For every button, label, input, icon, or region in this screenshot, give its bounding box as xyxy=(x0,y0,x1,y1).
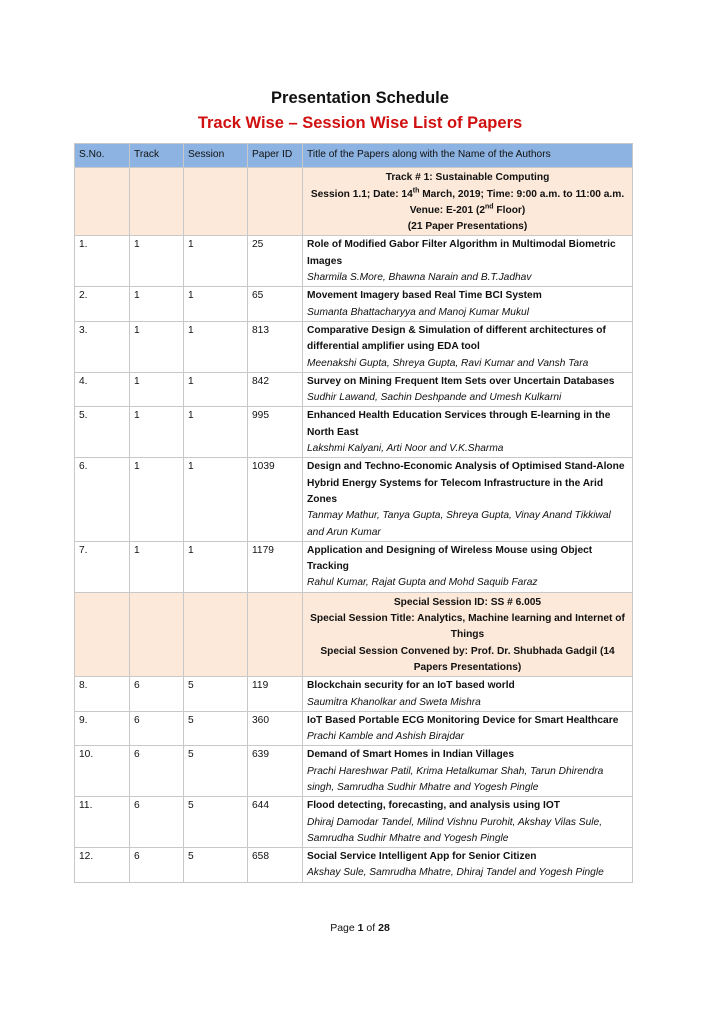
table-row xyxy=(75,677,633,712)
paper-title: Demand of Smart Homes in Indian Villages xyxy=(307,749,515,761)
cell-session: 1 xyxy=(184,372,248,407)
cell-session: 1 xyxy=(184,321,248,372)
cell-paper-id: 995 xyxy=(248,407,303,458)
cell-session: 1 xyxy=(184,236,248,287)
schedule-table xyxy=(74,143,633,883)
paper-authors: Prachi Hareshwar Patil, Krima Hetalkumar Shah, Tarun Dhirendra singh, Samrudha Sudhir Mhatre and Yogesh Pingle xyxy=(307,765,604,793)
cell-sno: 4. xyxy=(75,372,130,407)
cell-sno: 12. xyxy=(75,848,130,883)
cell-sno: 8. xyxy=(75,677,130,712)
section-info xyxy=(303,168,633,236)
table-row xyxy=(75,321,633,372)
cell-paper-info xyxy=(303,677,633,712)
page-total: 28 xyxy=(378,922,390,934)
col-header-sno: S.No. xyxy=(75,144,130,168)
cell-track: 1 xyxy=(130,407,184,458)
paper-title: Flood detecting, forecasting, and analysis using IOT xyxy=(307,800,561,812)
cell-track: 1 xyxy=(130,372,184,407)
cell-track: 6 xyxy=(130,797,184,848)
cell-paper-info xyxy=(303,848,633,883)
col-header-title: Title of the Papers along with the Name of the Authors xyxy=(303,144,633,168)
table-row xyxy=(75,236,633,287)
paper-authors: Sumanta Bhattacharyya and Manoj Kumar Mukul xyxy=(307,306,529,318)
page-title: Presentation Schedule xyxy=(271,89,449,107)
table-row xyxy=(75,848,633,883)
page-number: 1 xyxy=(357,922,364,934)
cell-session: 5 xyxy=(184,848,248,883)
cell-session: 5 xyxy=(184,797,248,848)
paper-title: Application and Designing of Wireless Mouse using Object Tracking xyxy=(307,544,593,573)
cell-track: 6 xyxy=(130,711,184,746)
paper-title: Social Service Intelligent App for Senior Citizen xyxy=(307,851,537,863)
cell-paper-info xyxy=(303,287,633,322)
cell-sno: 10. xyxy=(75,746,130,797)
cell-sno: 6. xyxy=(75,458,130,541)
cell-track: 1 xyxy=(130,458,184,541)
section-presentation-count: (21 Paper Presentations) xyxy=(407,221,528,233)
cell-paper-info xyxy=(303,458,633,541)
section-row-track1 xyxy=(75,168,633,236)
table-row xyxy=(75,372,633,407)
cell-paper-info xyxy=(303,541,633,592)
paper-title: Movement Imagery based Real Time BCI System xyxy=(307,290,542,302)
paper-authors: Akshay Sule, Samrudha Mhatre, Dhiraj Tandel and Yogesh Pingle xyxy=(307,867,604,879)
cell-session: 1 xyxy=(184,458,248,541)
cell-session: 5 xyxy=(184,746,248,797)
cell-paper-info xyxy=(303,746,633,797)
cell-paper-id: 25 xyxy=(248,236,303,287)
cell-paper-id: 360 xyxy=(248,711,303,746)
cell-paper-info xyxy=(303,321,633,372)
cell-track: 1 xyxy=(130,321,184,372)
cell-session: 5 xyxy=(184,711,248,746)
page-footer: Page 1 of 28 xyxy=(330,922,390,934)
section-id: Special Session ID: SS # 6.005 xyxy=(393,596,542,608)
table-row xyxy=(75,797,633,848)
paper-title: IoT Based Portable ECG Monitoring Device for Smart Healthcare xyxy=(307,714,619,726)
table-row xyxy=(75,541,633,592)
cell-sno: 2. xyxy=(75,287,130,322)
paper-title: Role of Modified Gabor Filter Algorithm in Multimodal Biometric Images xyxy=(307,239,616,267)
page-subtitle: Track Wise – Session Wise List of Papers xyxy=(197,114,523,132)
col-header-track: Track xyxy=(130,144,184,168)
cell-paper-info xyxy=(303,236,633,287)
table-row xyxy=(75,746,633,797)
paper-authors: Tanmay Mathur, Tanya Gupta, Shreya Gupta, Vinay Anand Tikkiwal and Arun Kumar xyxy=(307,510,611,538)
cell-session: 1 xyxy=(184,541,248,592)
cell-sno: 9. xyxy=(75,711,130,746)
cell-track: 1 xyxy=(130,287,184,322)
section-session-details: Session 1.1; Date: 14th March, 2019; Time: 9:00 a.m. to 11:00 a.m. Venue: E-201 (2nd Floor) xyxy=(310,187,625,216)
cell-session: 1 xyxy=(184,407,248,458)
paper-authors: Rahul Kumar, Rajat Gupta and Mohd Saquib Faraz xyxy=(307,577,538,589)
cell-sno: 7. xyxy=(75,541,130,592)
paper-title: Design and Techno-Economic Analysis of Optimised Stand-Alone Hybrid Energy Systems for Telecom Infrastructure in the Arid Zones xyxy=(307,461,625,505)
section-title: Special Session Title: Analytics, Machine learning and Internet of Things xyxy=(310,613,625,641)
cell-paper-info xyxy=(303,797,633,848)
paper-authors: Saumitra Khanolkar and Sweta Mishra xyxy=(307,696,481,708)
cell-track: 6 xyxy=(130,746,184,797)
cell-paper-id: 842 xyxy=(248,372,303,407)
cell-paper-id: 1179 xyxy=(248,541,303,592)
paper-title: Blockchain security for an IoT based world xyxy=(307,680,515,692)
table-row xyxy=(75,711,633,746)
paper-title: Comparative Design & Simulation of different architectures of differential amplifier using EDA tool xyxy=(307,324,606,353)
section-convener: Special Session Convened by: Prof. Dr. Shubhada Gadgil (14 Papers Presentations) xyxy=(320,645,615,673)
cell-paper-id: 658 xyxy=(248,848,303,883)
cell-paper-info xyxy=(303,711,633,746)
cell-track: 1 xyxy=(130,236,184,287)
paper-authors: Sudhir Lawand, Sachin Deshpande and Umesh Kulkarni xyxy=(307,392,562,404)
cell-track: 6 xyxy=(130,848,184,883)
cell-paper-id: 639 xyxy=(248,746,303,797)
cell-session: 5 xyxy=(184,677,248,712)
paper-authors: Sharmila S.More, Bhawna Narain and B.T.Jadhav xyxy=(307,272,532,284)
section-info xyxy=(303,592,633,676)
table-row xyxy=(75,287,633,322)
col-header-session: Session xyxy=(184,144,248,168)
paper-authors: Dhiraj Damodar Tandel, Milind Vishnu Purohit, Akshay Vilas Sule, Samrudha Sudhir Mhatre and Yogesh Pingle xyxy=(307,816,603,844)
table-row xyxy=(75,458,633,541)
paper-title: Survey on Mining Frequent Item Sets over Uncertain Databases xyxy=(307,375,615,387)
cell-sno: 1. xyxy=(75,236,130,287)
cell-sno: 11. xyxy=(75,797,130,848)
paper-title: Enhanced Health Education Services through E-learning in the North East xyxy=(307,410,611,438)
cell-paper-id: 644 xyxy=(248,797,303,848)
section-row-special-session xyxy=(75,592,633,676)
cell-sno: 5. xyxy=(75,407,130,458)
cell-paper-id: 813 xyxy=(248,321,303,372)
cell-paper-info xyxy=(303,372,633,407)
paper-authors: Lakshmi Kalyani, Arti Noor and V.K.Sharma xyxy=(307,443,504,455)
paper-authors: Prachi Kamble and Ashish Birajdar xyxy=(307,731,465,743)
cell-track: 1 xyxy=(130,541,184,592)
cell-paper-id: 119 xyxy=(248,677,303,712)
section-track-name: Track # 1: Sustainable Computing xyxy=(385,172,550,184)
cell-paper-id: 65 xyxy=(248,287,303,322)
table-row xyxy=(75,407,633,458)
cell-paper-info xyxy=(303,407,633,458)
col-header-paper-id: Paper ID xyxy=(248,144,303,168)
cell-sno: 3. xyxy=(75,321,130,372)
cell-session: 1 xyxy=(184,287,248,322)
cell-paper-id: 1039 xyxy=(248,458,303,541)
cell-track: 6 xyxy=(130,677,184,712)
table-header-row xyxy=(75,144,633,168)
paper-authors: Meenakshi Gupta, Shreya Gupta, Ravi Kumar and Vansh Tara xyxy=(307,357,589,369)
